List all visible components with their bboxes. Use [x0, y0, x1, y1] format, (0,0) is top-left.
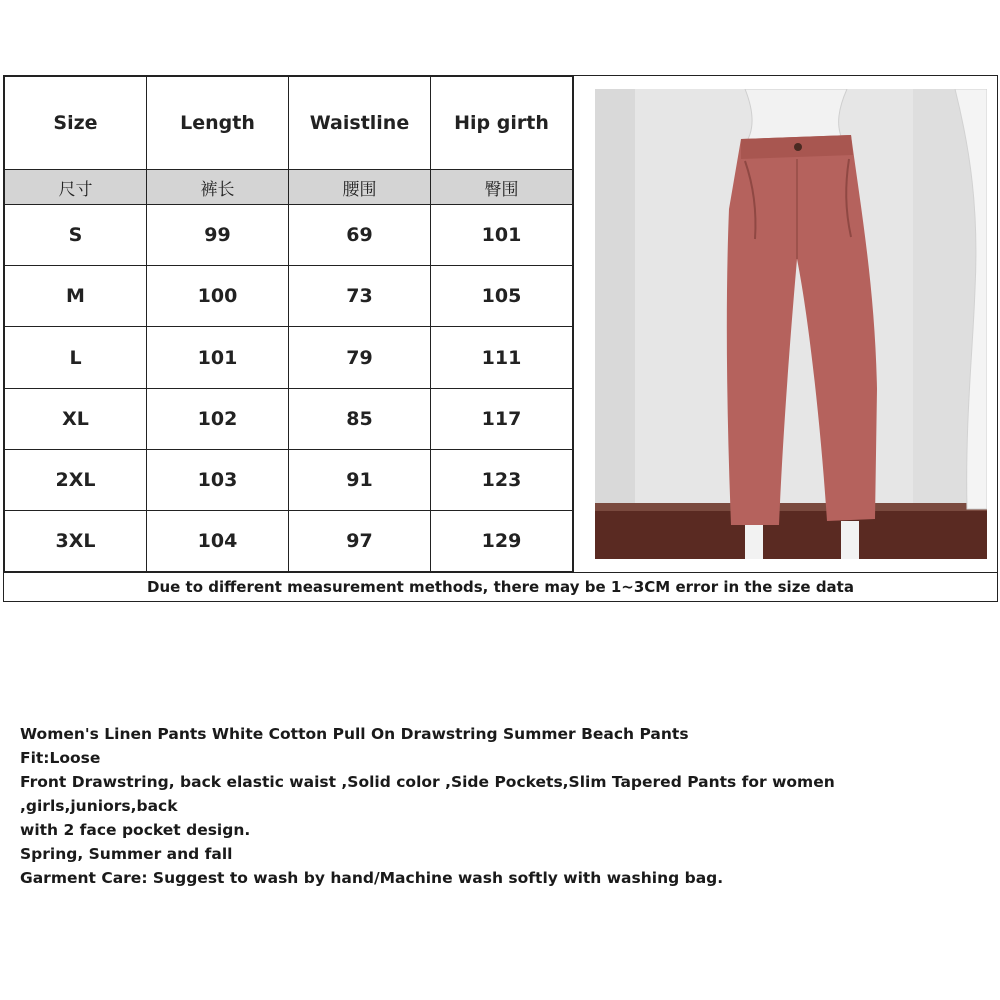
mannequin-leg-right [841, 521, 859, 559]
mannequin-leg-left [745, 525, 763, 559]
cell-size: 2XL [5, 449, 147, 510]
cell-hip-girth: 111 [431, 327, 573, 388]
description-line: Front Drawstring, back elastic waist ,Solid color ,Side Pockets,Slim Tapered Pants for women ,girls,juniors,back [20, 773, 835, 815]
cell-size: 3XL [5, 510, 147, 571]
cell-waistline: 73 [289, 266, 431, 327]
table-row [5, 205, 573, 266]
header-length: Length [147, 77, 289, 170]
cell-size: L [5, 327, 147, 388]
size-table [4, 76, 573, 572]
cell-hip-girth: 123 [431, 449, 573, 510]
description-line: Fit:Loose [20, 749, 101, 767]
size-chart [3, 75, 998, 602]
cell-length: 103 [147, 449, 289, 510]
cell-waistline: 85 [289, 388, 431, 449]
cell-length: 101 [147, 327, 289, 388]
header-hip-girth: Hip girth [431, 77, 573, 170]
pants-photo-illustration [595, 89, 987, 559]
description-line: Women's Linen Pants White Cotton Pull On Drawstring Summer Beach Pants [20, 725, 689, 743]
header-cn-hip-girth: 臀围 [431, 170, 573, 205]
cell-size: M [5, 266, 147, 327]
cell-waistline: 69 [289, 205, 431, 266]
header-waistline: Waistline [289, 77, 431, 170]
table-header-cn-row [5, 170, 573, 205]
description-line: with 2 face pocket design. [20, 821, 251, 839]
photo-baseboard [595, 503, 987, 511]
description-line: Spring, Summer and fall [20, 845, 233, 863]
cell-length: 100 [147, 266, 289, 327]
header-cn-length: 裤长 [147, 170, 289, 205]
cell-hip-girth: 105 [431, 266, 573, 327]
photo-floor [595, 509, 987, 559]
cell-hip-girth: 129 [431, 510, 573, 571]
product-photo-cell [573, 76, 997, 572]
cell-size: S [5, 205, 147, 266]
cell-hip-girth: 117 [431, 388, 573, 449]
header-cn-size: 尺寸 [5, 170, 147, 205]
header-cn-waistline: 腰围 [289, 170, 431, 205]
description-line: Garment Care: Suggest to wash by hand/Machine wash softly with washing bag. [20, 869, 724, 887]
photo-wall-shadow [595, 89, 635, 559]
cell-size: XL [5, 388, 147, 449]
table-row [5, 266, 573, 327]
cell-waistline: 91 [289, 449, 431, 510]
table-row [5, 510, 573, 571]
table-row [5, 327, 573, 388]
product-photo [595, 89, 987, 559]
mannequin-torso [745, 89, 847, 141]
cell-waistline: 79 [289, 327, 431, 388]
measurement-note: Due to different measurement methods, there may be 1~3CM error in the size data [4, 572, 997, 601]
table-row [5, 449, 573, 510]
table-row [5, 388, 573, 449]
cell-hip-girth: 101 [431, 205, 573, 266]
cell-length: 104 [147, 510, 289, 571]
header-size: Size [5, 77, 147, 170]
cell-waistline: 97 [289, 510, 431, 571]
product-description [20, 722, 980, 890]
cell-length: 99 [147, 205, 289, 266]
table-header-row [5, 77, 573, 170]
cell-length: 102 [147, 388, 289, 449]
pants-button [794, 143, 802, 151]
